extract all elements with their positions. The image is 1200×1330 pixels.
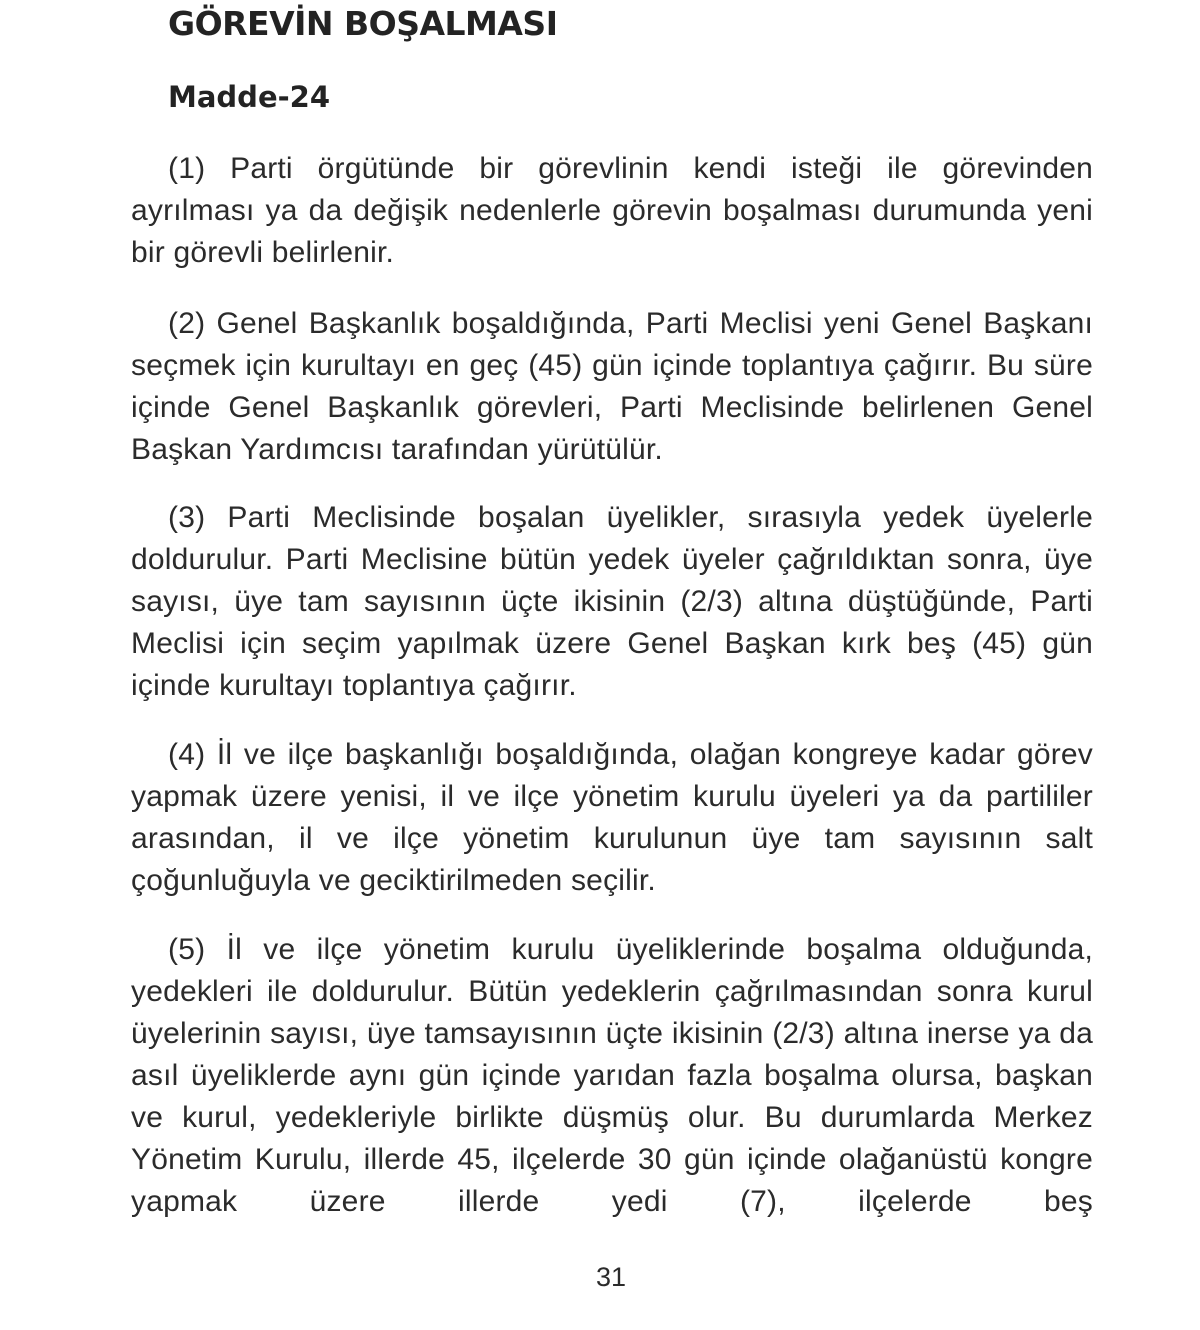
paragraph-5: (5) İl ve ilçe yönetim kurulu üyeliklerinde boşalma olduğunda, yedekleri ile doldurulur. Bütün yedeklerin çağrılmasından sonra kurul üyelerinin sayısı, üye tamsayısının üçte ikisinin (2/3) altına inerse ya da asıl üyeliklerde aynı gün içinde yarıdan fazla boşalma olursa, başkan ve kurul, yedekleriyle birlikte düşmüş olur. Bu durumlarda Merkez Yönetim Kurulu, illerde 45, ilçelerde 30 gün içinde olağanüstü kongre yapmak üzere illerde yedi (7), ilçelerde beş: [131, 933, 1093, 1218]
paragraph-1: (1) Parti örgütünde bir görevlinin kendi isteği ile görevinden ayrılması ya da değişik nedenlerle görevin boşalması durumunda yeni bir görevli belirlenir.: [131, 152, 1093, 269]
paragraph-4: (4) İl ve ilçe başkanlığı boşaldığında, olağan kongreye kadar görev yapmak üzere yenisi, il ve ilçe yönetim kurulu üyeleri ya da partililer arasından, il ve ilçe yönetim kurulunun üye tam sayısının salt çoğunluğuyla ve geciktirilmeden seçilir.: [131, 738, 1093, 897]
page-number: 31: [595, 1262, 627, 1292]
section-title: GÖREVİN BOŞALMASI: [168, 4, 558, 43]
paragraph-3: (3) Parti Meclisinde boşalan üyelikler, sırasıyla yedek üyelerle doldurulur. Parti Meclisine bütün yedek üyeler çağrıldıktan sonra, üye sayısı, üye tam sayısının üçte ikisinin (2/3) altına düştüğünde, Parti Meclisi için seçim yapılmak üzere Genel Başkan kırk beş (45) gün içinde kurultayı toplantıya çağırır.: [131, 501, 1093, 702]
paragraph-2: (2) Genel Başkanlık boşaldığında, Parti Meclisi yeni Genel Başkanı seçmek için kurultayı en geç (45) gün içinde toplantıya çağırır. Bu süre içinde Genel Başkanlık görevleri, Parti Meclisinde belirlenen Genel Başkan Yardımcısı tarafından yürütülür.: [131, 307, 1093, 466]
article-heading: Madde-24: [168, 80, 331, 114]
